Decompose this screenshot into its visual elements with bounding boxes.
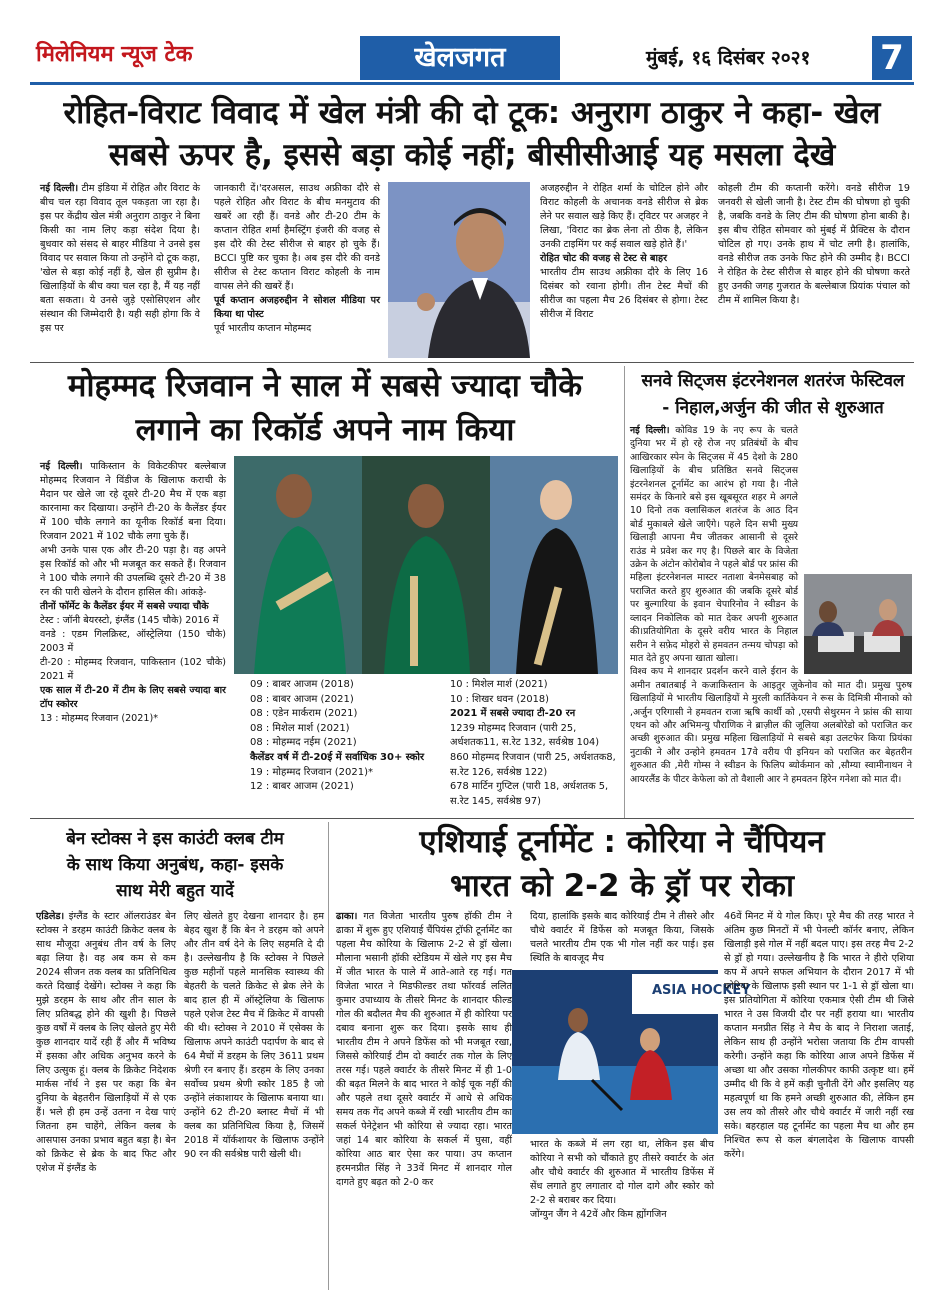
list-item: 08 : बाबर आजम (2021) [250, 693, 354, 705]
chess-photo-icon [804, 574, 912, 674]
story4-headline-line2: के साथ किया अनुबंध, कहा- इसके [66, 855, 284, 875]
list-item: 09 : बाबर आजम (2018) [250, 679, 354, 690]
story1-col3-text: अजहरुद्दीन ने रोहित शर्मा के चोटिल होने और विराट कोहली के अचानक वनडे सीरीज से ब्रेक लेने पर सवाल खड़े किए हैं। ट्विटर पर अजहर ने लिखा, 'विराट का ब्रेक लेना तो ठीक है, लेकिन उनकी टाइमिंग पर कई सवाल खड़े होते हैं।' [540, 183, 708, 250]
story4-col2-text: लिए खेलते हुए देखना शानदार है। हम बेहद खुश हैं कि बेन ने डरहम को अपने और तीन वर्ष देने के लिए सहमति दे दी है। उल्लेखनीय है कि स्टोक्स ने पिछले कुछ महीनों पहले मानसिक स्वास्थ्य की बेहतरी के चलते क्रिकेट से ब्रेक लेने के बाद हाल ही में ऑस्ट्रेलिया के खिलाफ पहले एशेज टेस्ट मैच में क्रिकेट में वापसी की थी। स्टोक्स ने 2010 में एसेक्स के खिलाफ अपने काउंटी पदार्पण के बाद से 64 मैचों में डरहम के लिए 3611 प्रथम श्रेणी रन बनाए हैं। डरहम के लिए उनका सर्वोच्च प्रथम श्रेणी स्कोर 185 है जो उन्होंने लंकाशायर के खिलाफ बनाया था। उन्होंने 62 टी-20 ब्लास्ट मैचों में भी क्लब का प्रतिनिधित्व किया है, जिसमें 2018 में यॉर्कशायर के खिलाफ उन्होंने 90 रन की सर्वश्रेष्ठ पारी खेली थी। [184, 911, 324, 1160]
column-divider [328, 822, 329, 1290]
list-item: 1239 मोहम्मद रिजवान (पारी 25, अर्धशतक11, स.रेट 132, सर्वश्रेष्ठ 104) [450, 722, 600, 749]
story5-col2-bot-text: भारत के कब्जे में लग रहा था, लेकिन इस बीच कोरिया ने सभी को चौंकाते हुए तीसरे क्वार्टर के अंत और चौथे क्वार्टर की शुरुआत में भारतीय डिफेंस में सेंध लगाते हुए लगातार दो गोल दागे और स्कोर को 2-2 से बराबर कर दिया। [530, 1139, 714, 1206]
story1-dateline: नई दिल्ली। [40, 183, 79, 194]
list-item: वनडे : एडम गिलक्रिस्ट, ऑस्ट्रेलिया (150 चौके) 2003 में [40, 629, 226, 654]
story1-col2-subhead: पूर्व कप्तान अजहरुद्दीन ने सोशल मीडिया पर किया था पोस्ट [214, 295, 380, 320]
paper-name: मिलेनियम न्यूज टेक [36, 42, 193, 67]
list-item: 10 : मिशेल मार्श (2021) [450, 679, 548, 690]
story2-headline [30, 364, 620, 452]
story2-headline-line1: मोहम्मद रिजवान ने साल में सबसे ज्यादा चौके [67, 368, 583, 404]
divider [30, 818, 914, 819]
list-item: 08 : मिशेल मार्श (2021) [250, 722, 350, 734]
story2-subhead4: 2021 में सबसे ज्यादा टी-20 रन [450, 708, 576, 720]
story4-col1 [36, 910, 176, 1286]
story2-dateline: नई दिल्ली। [40, 461, 83, 472]
minister-photo-icon [388, 182, 530, 358]
story3-headline [628, 368, 918, 422]
issue-date: मुंबई, १६ दिसंबर २०२१ [646, 47, 811, 69]
story3-headline-line2: - निहाल,अर्जुन की जीत से शुरुआत [662, 398, 884, 418]
story1-col2 [214, 182, 380, 362]
photo-banner-text: ASIA HOCKEY [652, 983, 751, 998]
story4-dateline: एडिलेड। [36, 911, 65, 922]
section-title: खेलजगत [414, 42, 506, 73]
story3-text: कोविड 19 के नए रूप के चलते दुनिया भर में हो रहे रोज नए प्रतिबंधों के बीच आखिरकार स्पेन के सिट्जस में 45 देशो के 280 खिलाड़ियों के बीच प्रतिष्ठित सनवे सिट्जस इंटरनेशनल टूर्नामेंट का आरंभ हो गया है। नीले समंदर के किनारे बसे इस खूबसूरत शहर मे अगले 10 दिनो तक क्लासिकल शतरंज के आठ दिन बोर्ड मुकाबले खेले जाएँगे। पहले दिन सभी मुख्य खिलाड़ी आपना मैच जीतकर आसानी से दूसरे राउंड मे प्रवेश कर गए है। पिछले बार के विजेता उक्रेन के अंटोन कोरोबोव ने पहले बोर्ड पर फ्रांस की महिला इंटरनेशनल मास्टर नताशा बेनमेसबाह को पराजित करते हुए शुरुआत की जबकि दूसरे बोर्ड पर बुल्गारिया के इवान चेपारिनोव ने स्वीडन के व्लादन निकोलिक को मात देकर अपनी शुरुआत की।प्रतियोगिता के दूसरे वरीय भारत के निहाल सरीन ने सफ़ेद मोहरो से हमवतन तन्मय चोपड़ा को मात देते हुए अपना खाता खोला। [630, 425, 798, 664]
story1-col3-subhead: रोहित चोट की वजह से टेस्ट से बाहर [540, 253, 668, 264]
story5-headline-line2: भारत को 2-2 के ड्रॉ पर रोका [449, 868, 795, 904]
list-item: 860 मोहम्मद रिजवान (पारी 25, अर्धशतक8, स.रेट 126, सर्वश्रेष्ठ 122) [450, 751, 616, 778]
column-divider [624, 366, 625, 818]
divider [30, 362, 914, 363]
list-item: 13 : मोहम्मद रिजवान (2021)* [40, 713, 159, 724]
story1-col3-text-b: भारतीय टीम साउथ अफ्रीका दौरे के लिए 16 दिसंबर को रवाना होगी। तीन टेस्ट मैचों की सीरीज का पहला मैच 26 दिसंबर से होगा। टेस्ट सीरीज में विराट [540, 267, 708, 320]
story3-headline-line1: सनवे सिट्जस इंटरनेशनल शतरंज फेस्टिवल [641, 371, 905, 391]
story5-col3-text: 46वें मिनट में ये गोल किए। पूरे मैच की तरह भारत ने अंतिम कुछ मिनटों में भी पेनल्टी कॉर्नर बनाए, लेकिन खिलाड़ी इसे गोल में नहीं बदल पाए। इस तरह मैच 2-2 से ड्रॉ हो गया। उल्लेखनीय है कि भारत ने हीरो एशिया कप में अपने सफल अभियान के दौरान 2017 में भी कोरिया के खिलाफ इसी स्थान पर 1-1 से ड्रॉ खेला था। इस प्रतियोगिता में कोरिया एकमात्र ऐसी टीम थी जिसे भारत ने उस विजयी दौर पर नहीं हराया था। भारतीय कप्तान मनप्रीत सिंह ने मैच के बाद ने निराशा जताई, लेकिन साथ ही उन्होंने भरोसा जताया कि टीम वापसी करेगी। उन्होंने कहा कि कोरिया आज अपने डिफेंस में अच्छा था और उसका गोलकीपर काफी उत्कृष्ट था। हमें उम्मीद थी कि वे हमें कड़ी चुनौती देंगे और इसलिए यह महत्वपूर्ण था कि हमने अच्छी शुरुआत की, लेकिन हम उस लय को तीसरे और चौथे क्वार्टर में जारी नहीं रख सके। बहरहाल यह टूर्नामेंट का पहला मैच था और हम निश्चित रूप से कल बंगलादेश के खिलाफ वापसी करेंगे। [724, 911, 914, 1160]
story3-photo [804, 574, 912, 674]
story2-col1 [40, 460, 226, 816]
story5-col1 [336, 910, 512, 1286]
cricketers-photo-icon [234, 456, 618, 674]
list-item: 08 : एडेन मार्कराम (2021) [250, 708, 358, 720]
story2-col2 [250, 678, 430, 795]
page-number: 7 [872, 36, 912, 80]
list-item: 12 : बाबर आजम (2021) [250, 781, 354, 793]
list-item: 08 : मोहम्मद नईम (2021) [250, 737, 357, 749]
story2-headline-line2: लगाने का रिकॉर्ड अपने नाम किया [135, 412, 515, 448]
masthead-rule [30, 82, 914, 85]
story4-col1-text: इंग्लैंड के स्टार ऑलराउंडर बेन स्टोक्स ने डरहम काउंटी क्रिकेट क्लब के साथ मौजूदा अनुबंध तीन वर्ष के लिए बढ़ा लिया है। वह अब कम से कम 2024 सीजन तक क्लब का प्रतिनिधित्व करते दिखाई देखेंगे। स्टोक्स ने कहा कि मुझे डरहम के साथ और तीन साल के लिए प्रतिबद्ध होने की खुशी है। पिछले कुछ वर्षों में क्लब के लिए खेलते हुए मेरी कुछ शानदार यादें रही हैं और मैं भविष्य में इसका और अधिक अनुभव करने के लिए उत्सुक हूं। क्लब के क्रिकेट निदेशक मार्कस नॉर्थ ने इस पर कहा कि बेन दुनिया के बेहतरीन खिलाड़ियों में से एक हैं। भले ही हम उन्हें उतना न देख पाएं जितना हम चाहेंगे, लेकिन क्लब के आसपास उनका प्रभाव बहुत बड़ा है। बेन को क्रिकेट से ब्रेक के बाद फिट और एशेज में इंग्लैंड के [36, 911, 176, 1174]
story2-photo [234, 456, 618, 674]
hockey-photo-icon [512, 970, 751, 1134]
story1-col2-end: पूर्व भारतीय कप्तान मोहम्मद [214, 323, 312, 334]
story5-dateline: ढाका। [336, 911, 358, 922]
story5-headline [330, 820, 914, 908]
story3-dateline: नई दिल्ली। [630, 425, 670, 436]
list-item: 19 : मोहम्मद रिजवान (2021)* [250, 766, 374, 778]
list-item: 678 मार्टिन गुप्टिल (पारी 18, अर्धशतक 5, स.रेट 145, सर्वश्रेष्ठ 97) [450, 781, 609, 807]
story4-headline-line3: साथ मेरी बहुत यादें [116, 881, 234, 901]
story4-headline [30, 826, 320, 904]
story3-body [630, 424, 912, 816]
story4-col2 [184, 910, 324, 1286]
story4-headline-line1: बेन स्टोक्स ने इस काउंटी क्लब टीम [66, 829, 284, 849]
story2-subhead1: तीनों फॉर्मेट के कैलेंडर ईयर में सबसे ज्यादा चौके [40, 601, 209, 612]
section-banner [360, 36, 560, 80]
story1-headline [30, 92, 914, 176]
story2-col3 [450, 678, 618, 809]
story5-col2-top-text: दिया, हालांकि इसके बाद कोरियाई टीम ने तीसरे और चौथे क्वार्टर में डिफेंस को मजबूत किया, जिसके चलते भारतीय टीम एक भी गोल नहीं कर पाई। इस स्थिति के बावजूद मैच [530, 911, 714, 964]
story5-col2-top [530, 910, 714, 970]
story1-headline-line2: सबसे ऊपर है, इससे बड़ा कोई नहीं; बीसीसीआई यह मसला देखे [108, 137, 836, 173]
list-item: टी-20 : मोहम्मद रिजवान, पाकिस्तान (102 चौके) 2021 में [40, 657, 226, 682]
story5-col1-text: गत विजेता भारतीय पुरुष हॉकी टीम ने ढाका में शुरू हुए एशियाई चैंपियंस ट्रॉफी टूर्नामेंट का पहला मैच कोरिया के खिलाफ 2-2 से ड्रॉ खेला। मौलाना भसानी हॉकी स्टेडियम में खेले गए इस मैच में जीत भारत के पाले में आते-आते रह गई। गत विजेता भारत ने मिडफील्डर तथा फॉरवर्ड ललित कुमार उपाध्याय के तीसरे मिनट के शानदार फील्ड गोल की बदौलत मैच की शुरुआत में ही कोरिया पर दबाव बनाना शुरू कर दिया। इसके साथ ही भारतीय टीम ने अपने डिफेंस को भी मजबूत रखा, जिससे कोरियाई टीम दो क्वार्टर तक गोल के लिए तरस गई। पहले क्वार्टर के तीसरे मिनट में ही 1-0 की बढ़त मिलने के बाद भारत ने कोई चूक नहीं की और पहले तथा दूसरे क्वार्टर में आधे से अधिक समय तक गेंद अपने कब्जे में रखी भारतीय टीम का सकर्ल पेनेट्रेशन भी कोरिया से ज्यादा रहा। भारत जहां 14 बार कोरिया के सकर्ल में घुसा, वहीं कोरिया आठ बार ऐसा कर पाया। उप कप्तान हरमनप्रीत सिंह ने 33वें मिनट में शानदार गोल दागते हुए बढ़त को 2-0 कर [336, 911, 512, 1188]
story1-headline-line1: रोहित-विराट विवाद में खेल मंत्री की दो टूक: अनुराग ठाकुर ने कहा- खेल [63, 95, 881, 131]
story2-body2: अभी उनके पास एक और टी-20 पड़ा है। वह अपने इस रिकॉर्ड को और भी मजबूत कर सकते हैं। रिजवान ने 100 चौके लगाने की उपलब्धि दूसरे टी-20 में 38 रन की पारी खेलने के दौरान हासिल की। आंकड़े- [40, 545, 226, 598]
story1-col1 [40, 182, 200, 362]
story1-col4 [718, 182, 910, 362]
story5-col3 [724, 910, 914, 1286]
story2-body: पाकिस्तान के विकेटकीपर बल्लेबाज मोहम्मद रिजवान ने विंडीज के खिलाफ कराची के मैदान पर खेले जा रहे दूसरे टी-20 मैच में एक बड़ा कारनामा कर दिखाया। उन्होंने टी-20 के कैलेंडर ईयर में 100 चौके लगाने का यूनीक रिकॉर्ड बना दिया। रिजवान 2021 में 102 चौके लगा चुके हैं। [40, 461, 227, 542]
story5-col2-last-text: जोंग्युन जैंग ने 42वें और किम ह्योंगजिन [530, 1209, 667, 1220]
story5-col2-bottom [530, 1138, 714, 1288]
story1-photo [388, 182, 530, 358]
list-item: 10 : शिखर धवन (2018) [450, 693, 549, 705]
story3-text-b: विश्व कप मे शानदार प्रदर्शन करने वाले ईरान के अमीन तबातबाई ने कजाकिस्तान के आइतुर ज़ुकेनोव को मात दी। प्रमुख पुरुष खिलाड़ियों मे भारतीय खिलाड़ियों मे मुरली कार्तिकेयन ने रूस के दिमित्री मीनाको को ,अर्जुन एरिगासी ने हमवतन राजा ऋषि कार्थी को ,एसपी सेथुरमन ने फ्रांस की साया एथन को और अभिमन्यु पौराणिक ने ब्राज़ील की जूलिया अलबोरेडो को पराजित कर अच्छी शुरुआत की। प्रमुख महिला खिलाड़ियों मे सबसे बड़ा उलटफेर किया प्रियंका नुटाकी ने और उन्होने हमवतन 17वे वरीय पी इनियन को पराजित कर बेहतरीन शुरुआत की ,मेरी गोम्स ने स्वीडन के फिलिप ब्योर्कमान को ,सौम्या स्वामीनाथन ने आयरलैंड के पीटर केफेला को तो वैशाली आर ने हमवतन हिरेन गनेशा को मात दी। [630, 666, 912, 785]
story2-subhead3: कैलेंडर वर्ष में टी-20ई में सर्वाधिक 30+ स्कोर [250, 751, 425, 763]
story1-col3 [540, 182, 708, 362]
story1-col1-text: टीम इंडिया में रोहित और विराट के बीच चल रहा विवाद तूल पकड़ता जा रहा है। इस पर केंद्रीय खेल मंत्री अनुराग ठाकुर ने बिना किसी का नाम लिए कड़ा संदेश दिया है। बुधवार को संसद से बाहर मीडिया ने उनसे इस विवाद पर सवाल किया तो उन्होंने दो टूक कहा, 'खेल से बड़ा कोई नहीं है, खेल ही सुप्रीम है। खिलाड़ियों के बीच क्या चल रहा है, मैं यह नहीं बता सकता। ये उनसे जुड़े एसोसिएशन और संस्थान की जिम्मेदारी है। यही सही होगा कि वे इस पर [40, 183, 200, 334]
story5-photo [512, 970, 751, 1134]
story1-col4-text: कोहली टीम की कप्तानी करेंगे। वनडे सीरीज 19 जनवरी से खेली जानी है। टेस्ट टीम की घोषणा हो चुकी है, जबकि वनडे के लिए टीम की घोषणा होना बाकी है।इस बीच रोहित सोमवार को मुंबई में प्रैक्टिस के दौरान चोटिल हो गए। उनके हाथ में चोट लगी है। हालांकि, वनडे सीरीज तक उनके फिट होने की उम्मीद है। BCCI ने रोहित के टेस्ट सीरीज से बाहर होने की घोषणा करते हुए उनकी जगह गुजरात के बल्लेबाज प्रियांक पंचाल को टीम में शामिल किया है। [718, 183, 910, 306]
list-item: टेस्ट : जॉनी बेयरस्टो, इंग्लैंड (145 चौके) 2016 में [40, 615, 219, 626]
story1-col2-text: जानकारी दें।'दरअसल, साउथ अफ्रीका दौरे से पहले रोहित और विराट के बीच मनमुटाव की खबरें आ रही हैं। वनडे और टी-20 टीम के कप्तान रोहित शर्मा हैमस्ट्रिंग इंजरी की वजह से इस दौरे की टेस्ट सीरीज से बाहर हो चुके हैं। BCCI पुष्टि कर चुका है। अब इस दौरे की वनडे सीरीज से टेस्ट कप्तान विराट कोहली के नाम वापस लेने की खबरें हैं। [214, 183, 380, 292]
story2-subhead2: एक साल में टी-20 में टीम के लिए सबसे ज्यादा बार टॉप स्कोरर [40, 685, 226, 710]
story5-headline-line1: एशियाई टूर्नामेंट : कोरिया ने चैंपियन [419, 824, 825, 860]
